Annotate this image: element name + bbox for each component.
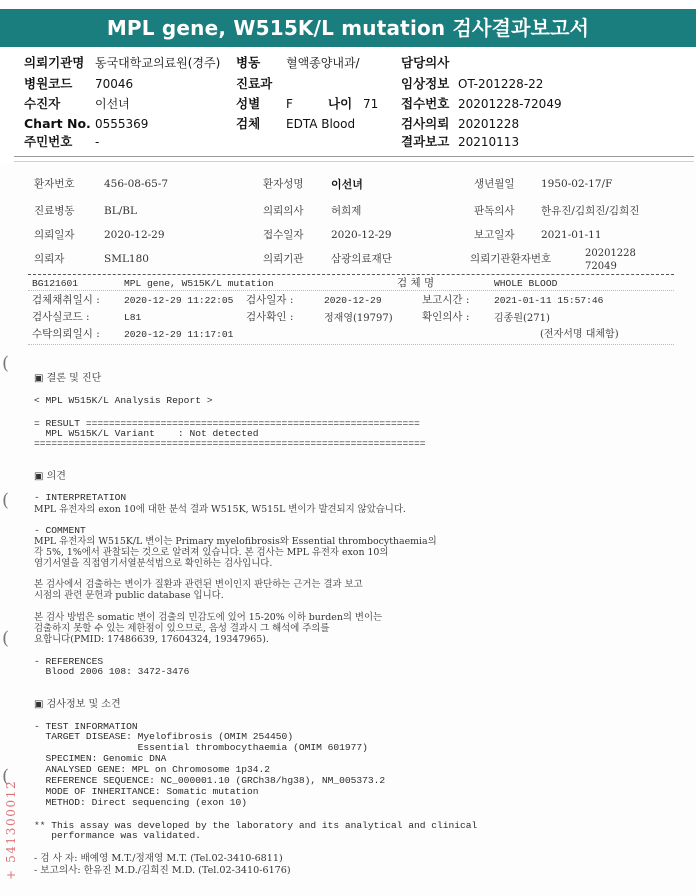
patient-field-label: 의뢰일자 [34, 229, 75, 241]
testdate-value: 2020-12-29 [324, 295, 382, 306]
binder-hole: ( [2, 353, 10, 374]
check-value: 정재영(19797) [324, 313, 393, 324]
result-item: MPL W515K/L Variant : Not detected [34, 428, 259, 439]
header-divider [14, 156, 694, 157]
result-footer: ==================================================================== [34, 438, 426, 449]
header-value: 0555369 [95, 117, 149, 131]
header-value: 이선녀 [95, 97, 130, 111]
comment-heading: - COMMENT [34, 525, 86, 536]
result-header: = RESULT ========================================================== [34, 418, 420, 429]
patient-field-label: 접수일자 [263, 229, 304, 241]
header-label: 결과보고 [401, 134, 450, 149]
references-heading: - REFERENCES [34, 656, 104, 667]
patient-field-label: 진료병동 [34, 205, 75, 217]
header-value: 20210113 [458, 135, 520, 149]
patient-field-value: 2020-12-29 [104, 229, 165, 241]
collect-value: 2020-12-29 11:22:05 [124, 295, 234, 306]
comment-line: MPL 유전자의 W515K/L 변이는 Primary myelofibrosis와 Essential thrombocythaemia의 [34, 536, 437, 547]
interpretation-heading: - INTERPRETATION [34, 492, 127, 503]
signature-doctor: - 보고의사: 한유진 M.D./김희진 M.D. (Tel.02-3410-6176) [34, 865, 291, 876]
header-value: 혈액종양내과/ [286, 56, 360, 70]
header-divider-2 [14, 161, 694, 162]
section-test-info: ▣ 검사정보 및 소견 [34, 699, 121, 710]
confirm-value: 김종원(271) [494, 313, 550, 324]
test-name: MPL gene, W515K/L mutation [124, 278, 274, 289]
header-value: 70046 [95, 77, 134, 91]
age-value: 71 [363, 97, 379, 111]
header-label: 진료과 [236, 76, 273, 91]
specimen-label: 검 체 명 [397, 277, 435, 289]
patient-field-label: 의뢰의사 [263, 205, 304, 217]
header-label: 검사의뢰 [401, 116, 450, 131]
comment-line: 요합니다(PMID: 17486639, 17604324, 19347965). [34, 634, 269, 645]
header-label: 접수번호 [401, 96, 450, 111]
patient-field-value: BL/BL [104, 205, 137, 217]
patient-field-label: 환자성명 [263, 178, 304, 190]
header-value: OT-201228-22 [458, 77, 544, 91]
patient-field-value: 2020122872049 [585, 248, 636, 272]
confirm-label: 확인의사 : [422, 311, 470, 323]
reporttime-label: 보고시간 : [422, 294, 470, 306]
header-value: 20201228 [458, 117, 520, 131]
esign-note: (전자서명 대체함) [540, 329, 619, 340]
test-info-line: SPECIMEN: Genomic DNA [34, 753, 167, 764]
test-info-line: REFERENCE SEQUENCE: NC_000001.10 (GRCh38/hg38), NM_005373.2 [34, 775, 386, 786]
signature-tester: - 검 사 자: 배예영 M.T./정재영 M.T. (Tel.02-3410-6811) [34, 853, 283, 864]
test-info-line: METHOD: Direct sequencing (exon 10) [34, 797, 248, 808]
patient-field-value: 1950-02-17/F [541, 178, 613, 190]
header-value: F [286, 97, 293, 111]
patient-field-value: 456-08-65-7 [104, 178, 169, 190]
header-value: 동국대학교의료원(경주) [95, 56, 221, 70]
patient-field-value: 2021-01-11 [541, 229, 602, 241]
comment-line: 시점의 관련 문헌과 public database 입니다. [34, 590, 224, 601]
specimen-value: WHOLE BLOOD [494, 278, 558, 289]
test-information-heading: - TEST INFORMATION [34, 721, 138, 732]
header-label: 성별 [236, 96, 261, 111]
header-label: Chart No. [24, 116, 91, 131]
header-label: 담당의사 [401, 55, 450, 70]
reference-item: Blood 2006 108: 3472-3476 [34, 666, 190, 677]
recv-value: 2020-12-29 11:17:01 [124, 329, 234, 340]
patient-field-value: SML180 [104, 253, 149, 265]
binder-hole: ( [2, 766, 10, 787]
comment-line: 본 검사 방법은 somatic 변이 검출의 민감도에 있어 15-20% 이하 burden의 변이는 [34, 612, 383, 623]
header-label: 의뢰기관명 [24, 55, 85, 70]
patient-field-label: 의뢰자 [34, 253, 65, 265]
dashed-rule [28, 274, 674, 275]
test-info-line: Essential thrombocythaemia (OMIM 601977) [34, 742, 368, 753]
side-serial-number: + 541300012 [4, 779, 18, 880]
header-value: 20201228-72049 [458, 97, 562, 111]
validation-note: performance was validated. [34, 830, 201, 841]
header-label: 검체 [236, 116, 261, 131]
test-info-line: ANALYSED GENE: MPL on Chromosome 1p34.2 [34, 764, 271, 775]
header-label: 병원코드 [24, 76, 73, 91]
patient-field-value: 한유진/김희진/김희진 [541, 205, 640, 217]
section-opinion: ▣ 의견 [34, 471, 66, 482]
patient-field-value: 삼광의료재단 [331, 253, 392, 265]
dashed-rule [28, 290, 674, 291]
comment-line: 염기서열을 직접염기서열분석법으로 확인하는 검사입니다. [34, 558, 273, 569]
patient-field-label: 판독의사 [474, 205, 515, 217]
header-label: 임상정보 [401, 76, 450, 91]
report-subtitle: < MPL W515K/L Analysis Report > [34, 395, 213, 406]
age-label: 나이 [328, 96, 353, 111]
collect-label: 검체채취일시 : [32, 294, 100, 306]
header-label: 주민번호 [24, 134, 73, 149]
dashed-rule [28, 344, 674, 345]
room-value: L81 [124, 312, 142, 323]
patient-field-value: 2020-12-29 [331, 229, 392, 241]
patient-field-label: 의뢰기관환자번호 [470, 253, 552, 265]
validation-note: ** This assay was developed by the laboratory and its analytical and clinical [34, 820, 478, 831]
patient-field-value: 허희제 [331, 205, 362, 217]
header-label: 수진자 [24, 96, 61, 111]
comment-line: 검출하지 못할 수 있는 제한점이 있으므로, 음성 결과시 그 해석에 주의를 [34, 623, 330, 634]
testdate-label: 검사일자 : [246, 294, 294, 306]
patient-field-label: 보고일자 [474, 229, 515, 241]
comment-line: 각 5%, 1%에서 관찰되는 것으로 알려져 있습니다. 본 검사는 MPL 유전자 exon 10의 [34, 547, 389, 558]
test-code: BG121601 [32, 278, 79, 289]
test-info-line: TARGET DISEASE: Myelofibrosis (OMIM 254450) [34, 731, 294, 742]
header-label: 병동 [236, 55, 261, 70]
patient-field-value: 이선녀 [331, 178, 363, 191]
patient-field-label: 생년월일 [474, 178, 515, 190]
test-info-line: MODE OF INHERITANCE: Somatic mutation [34, 786, 259, 797]
comment-line: 본 검사에서 검출하는 변이가 질환과 관련된 변이인지 판단하는 근거는 결과 보고 [34, 579, 363, 590]
report-title: MPL gene, W515K/L mutation 검사결과보고서 [0, 9, 696, 47]
binder-hole: ( [2, 628, 10, 649]
check-label: 검사확인 : [246, 311, 294, 323]
binder-hole: ( [2, 490, 10, 511]
recv-label: 수탁의뢰일시 : [32, 328, 100, 340]
section-conclusion: ▣ 결론 및 진단 [34, 373, 102, 384]
room-label: 검사실코드 : [32, 311, 90, 323]
reporttime-value: 2021-01-11 15:57:46 [494, 295, 604, 306]
patient-field-label: 의뢰기관 [263, 253, 304, 265]
header-value: EDTA Blood [286, 117, 356, 131]
interpretation-text: MPL 유전자의 exon 10에 대한 분석 결과 W515K, W515L 변이가 발견되지 않았습니다. [34, 504, 406, 515]
header-value: - [95, 135, 100, 149]
patient-field-label: 환자번호 [34, 178, 75, 190]
